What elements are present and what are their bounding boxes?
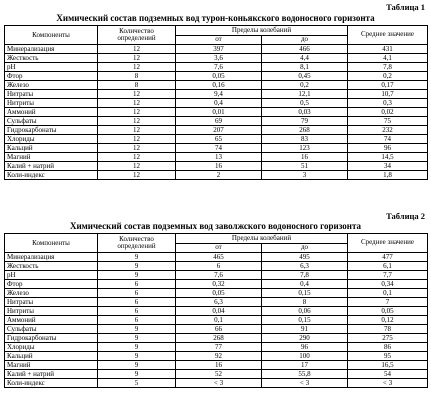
table2-cell-component: Нитраты [5, 298, 98, 307]
table2-row [5, 289, 428, 298]
table2-cell-from: 7,6 [176, 271, 262, 280]
table2-cell-from: 0,05 [176, 289, 262, 298]
table1-cell-count: 12 [98, 99, 176, 108]
table1-cell-component: Калий + натрий [5, 162, 98, 171]
table1-header-to: до [262, 35, 348, 45]
table1-cell-component: Хлориды [5, 135, 98, 144]
table2-cell-mean: 95 [348, 352, 428, 361]
table2-cell-component: Кальций [5, 352, 98, 361]
table1-row [5, 54, 428, 63]
table1-cell-to: 0,03 [262, 108, 348, 117]
table2-cell-component: Жесткость [5, 262, 98, 271]
table2-cell-from: < 3 [176, 379, 262, 388]
table2-cell-from: 465 [176, 253, 262, 262]
table2-cell-to: 0,4 [262, 280, 348, 289]
table1-row [5, 72, 428, 81]
table1-cell-mean: 14,5 [348, 153, 428, 162]
table1-header-component: Компоненты [5, 26, 98, 45]
table1-cell-from: 3,6 [176, 54, 262, 63]
table1-cell-mean: 431 [348, 45, 428, 54]
table1-cell-count: 12 [98, 54, 176, 63]
table2-cell-to: 0,15 [262, 289, 348, 298]
table2-cell-mean: 0,05 [348, 307, 428, 316]
table1-row [5, 99, 428, 108]
table2-header-range: Пределы колебаний [176, 234, 348, 244]
table2-header-component: Компоненты [5, 234, 98, 253]
table2-cell-from: 268 [176, 334, 262, 343]
table1-header-range: Пределы колебаний [176, 26, 348, 36]
table1-cell-component: Нитраты [5, 90, 98, 99]
table2-cell-component: Аммоний [5, 316, 98, 325]
table2 [4, 233, 428, 388]
table2-cell-mean: 0,12 [348, 316, 428, 325]
table1-cell-from: 65 [176, 135, 262, 144]
table1-cell-count: 12 [98, 135, 176, 144]
table1-row [5, 153, 428, 162]
table1-cell-to: 268 [262, 126, 348, 135]
table1-cell-to: 51 [262, 162, 348, 171]
table1-cell-from: 397 [176, 45, 262, 54]
table1-cell-from: 0,4 [176, 99, 262, 108]
table2-row [5, 325, 428, 334]
table2-cell-to: 100 [262, 352, 348, 361]
table1-cell-mean: 96 [348, 144, 428, 153]
table2-cell-count: 9 [98, 253, 176, 262]
table2-cell-count: 6 [98, 307, 176, 316]
table1-cell-to: 0,2 [262, 81, 348, 90]
table1-row [5, 144, 428, 153]
table1-cell-from: 13 [176, 153, 262, 162]
table1-header-count: Количество определений [98, 26, 176, 45]
table2-cell-mean: 6,1 [348, 262, 428, 271]
table1-cell-to: 4,4 [262, 54, 348, 63]
table2-cell-count: 9 [98, 352, 176, 361]
table1-row [5, 108, 428, 117]
table1-cell-mean: 232 [348, 126, 428, 135]
table2-cell-to: 96 [262, 343, 348, 352]
table2-cell-mean: 7,7 [348, 271, 428, 280]
table2-cell-mean: 0,34 [348, 280, 428, 289]
table2-row [5, 307, 428, 316]
table2-title: Химический состав подземных вод заволжского водоносного горизонта [69, 221, 362, 231]
table1-cell-component: Аммоний [5, 108, 98, 117]
table2-cell-to: < 3 [262, 379, 348, 388]
table1-cell-mean: 0,02 [348, 108, 428, 117]
table1-cell-component: Кальций [5, 144, 98, 153]
table2-cell-mean: 86 [348, 343, 428, 352]
table2-row [5, 316, 428, 325]
table1-cell-from: 0,16 [176, 81, 262, 90]
table2-row [5, 370, 428, 379]
table2-cell-count: 9 [98, 334, 176, 343]
table1-cell-to: 83 [262, 135, 348, 144]
table2-cell-count: 9 [98, 370, 176, 379]
table1-cell-count: 12 [98, 171, 176, 180]
table1-cell-count: 8 [98, 81, 176, 90]
table2-row [5, 343, 428, 352]
table1-row [5, 162, 428, 171]
table1-cell-to: 3 [262, 171, 348, 180]
table2-row [5, 280, 428, 289]
table2-row [5, 253, 428, 262]
table1-cell-count: 12 [98, 153, 176, 162]
table1-cell-to: 123 [262, 144, 348, 153]
table1-cell-from: 69 [176, 117, 262, 126]
table2-row [5, 298, 428, 307]
table1-cell-from: 207 [176, 126, 262, 135]
table2-cell-from: 66 [176, 325, 262, 334]
table1-cell-component: Магний [5, 153, 98, 162]
table1-cell-count: 12 [98, 117, 176, 126]
table1-cell-count: 12 [98, 144, 176, 153]
table1-header-from: от [176, 35, 262, 45]
table2-cell-component: pH [5, 271, 98, 280]
table2-cell-from: 16 [176, 361, 262, 370]
table2-row [5, 271, 428, 280]
table2-cell-component: Гидрокарбонаты [5, 334, 98, 343]
table1-cell-to: 8,1 [262, 63, 348, 72]
table2-cell-component: Фтор [5, 280, 98, 289]
table1-cell-from: 0,05 [176, 72, 262, 81]
table1-cell-mean: 75 [348, 117, 428, 126]
table1-cell-to: 12,1 [262, 90, 348, 99]
table2-cell-mean: 16,5 [348, 361, 428, 370]
table1-cell-count: 12 [98, 126, 176, 135]
table1 [4, 25, 428, 180]
table1-cell-mean: 7,8 [348, 63, 428, 72]
table1-cell-component: Гидрокарбонаты [5, 126, 98, 135]
table1-cell-mean: 4,1 [348, 54, 428, 63]
table2-row [5, 262, 428, 271]
table1-cell-component: pH [5, 63, 98, 72]
table1-cell-count: 12 [98, 63, 176, 72]
table1-row [5, 45, 428, 54]
table2-cell-mean: 7 [348, 298, 428, 307]
table2-cell-count: 9 [98, 325, 176, 334]
table2-cell-mean: 477 [348, 253, 428, 262]
table2-cell-count: 6 [98, 298, 176, 307]
table2-cell-component: Хлориды [5, 343, 98, 352]
table2-cell-count: 6 [98, 280, 176, 289]
table1-cell-mean: 0,2 [348, 72, 428, 81]
table2-cell-to: 8 [262, 298, 348, 307]
table2-cell-to: 290 [262, 334, 348, 343]
table1-row [5, 63, 428, 72]
table2-cell-count: 9 [98, 361, 176, 370]
table1-cell-count: 12 [98, 45, 176, 54]
table1-row [5, 90, 428, 99]
table1-cell-mean: 1,8 [348, 171, 428, 180]
table2-cell-to: 7,8 [262, 271, 348, 280]
table2-cell-to: 495 [262, 253, 348, 262]
table1-cell-from: 16 [176, 162, 262, 171]
table2-cell-to: 17 [262, 361, 348, 370]
table2-cell-mean: 78 [348, 325, 428, 334]
table2-header-from: от [176, 243, 262, 253]
table1-cell-to: 16 [262, 153, 348, 162]
table2-cell-to: 0,15 [262, 316, 348, 325]
table2-cell-component: Магний [5, 361, 98, 370]
table2-cell-from: 0,1 [176, 316, 262, 325]
table1-cell-component: Минерализация [5, 45, 98, 54]
table1-cell-from: 7,6 [176, 63, 262, 72]
table1-title: Химический состав подземных вод турон-коньякского водоносного горизонта [56, 13, 375, 23]
table2-cell-component: Минерализация [5, 253, 98, 262]
table2-cell-component: Железо [5, 289, 98, 298]
table1-cell-to: 0,45 [262, 72, 348, 81]
table2-cell-to: 6,3 [262, 262, 348, 271]
table1-cell-from: 74 [176, 144, 262, 153]
table1-cell-count: 12 [98, 162, 176, 171]
table1-cell-component: Сульфаты [5, 117, 98, 126]
table2-header-mean: Среднее значение [348, 234, 428, 253]
table2-cell-from: 0,32 [176, 280, 262, 289]
table1-cell-count: 8 [98, 72, 176, 81]
table2-cell-component: Нитриты [5, 307, 98, 316]
table2-header-count: Количество определений [98, 234, 176, 253]
table1-row [5, 171, 428, 180]
table1-row [5, 126, 428, 135]
table2-header-to: до [262, 243, 348, 253]
table1-cell-to: 0,5 [262, 99, 348, 108]
table2-cell-from: 52 [176, 370, 262, 379]
table1-cell-mean: 0,3 [348, 99, 428, 108]
table1-row [5, 135, 428, 144]
table2-cell-mean: 54 [348, 370, 428, 379]
table2-cell-to: 55,8 [262, 370, 348, 379]
table1-cell-count: 12 [98, 108, 176, 117]
table2-cell-component: Коли-индекс [5, 379, 98, 388]
table1-header-mean: Среднее значение [348, 26, 428, 45]
table2-cell-mean: 0,1 [348, 289, 428, 298]
table2-cell-to: 91 [262, 325, 348, 334]
table1-cell-from: 0,01 [176, 108, 262, 117]
table2-cell-count: 9 [98, 262, 176, 271]
table1-cell-to: 466 [262, 45, 348, 54]
table2-row [5, 334, 428, 343]
table2-cell-from: 6 [176, 262, 262, 271]
table2-cell-count: 9 [98, 343, 176, 352]
table2-cell-from: 0,04 [176, 307, 262, 316]
table2-cell-from: 6,3 [176, 298, 262, 307]
table1-cell-from: 9,4 [176, 90, 262, 99]
table2-row [5, 361, 428, 370]
table2-row [5, 352, 428, 361]
table2-cell-component: Сульфаты [5, 325, 98, 334]
table1-cell-mean: 74 [348, 135, 428, 144]
table2-cell-count: 5 [98, 379, 176, 388]
table1-cell-from: 2 [176, 171, 262, 180]
table1-cell-component: Фтор [5, 72, 98, 81]
table2-cell-from: 77 [176, 343, 262, 352]
table1-row [5, 81, 428, 90]
table2-cell-count: 9 [98, 271, 176, 280]
table1-cell-mean: 10,7 [348, 90, 428, 99]
table1-row [5, 117, 428, 126]
table2-cell-component: Калий + натрий [5, 370, 98, 379]
table1-cell-component: Коли-индекс [5, 171, 98, 180]
table1-cell-component: Нитриты [5, 99, 98, 108]
table2-cell-count: 6 [98, 289, 176, 298]
table2-label: Таблица 2 [386, 211, 425, 221]
table1-cell-mean: 34 [348, 162, 428, 171]
table2-cell-from: 92 [176, 352, 262, 361]
table1-cell-component: Жесткость [5, 54, 98, 63]
table1-cell-component: Железо [5, 81, 98, 90]
table2-row [5, 379, 428, 388]
table1-cell-to: 79 [262, 117, 348, 126]
table1-label: Таблица 1 [386, 2, 425, 12]
table2-cell-to: 0,06 [262, 307, 348, 316]
table1-cell-mean: 0,17 [348, 81, 428, 90]
table2-cell-count: 6 [98, 316, 176, 325]
table2-cell-mean: 275 [348, 334, 428, 343]
table1-cell-count: 12 [98, 90, 176, 99]
table2-cell-mean: < 3 [348, 379, 428, 388]
